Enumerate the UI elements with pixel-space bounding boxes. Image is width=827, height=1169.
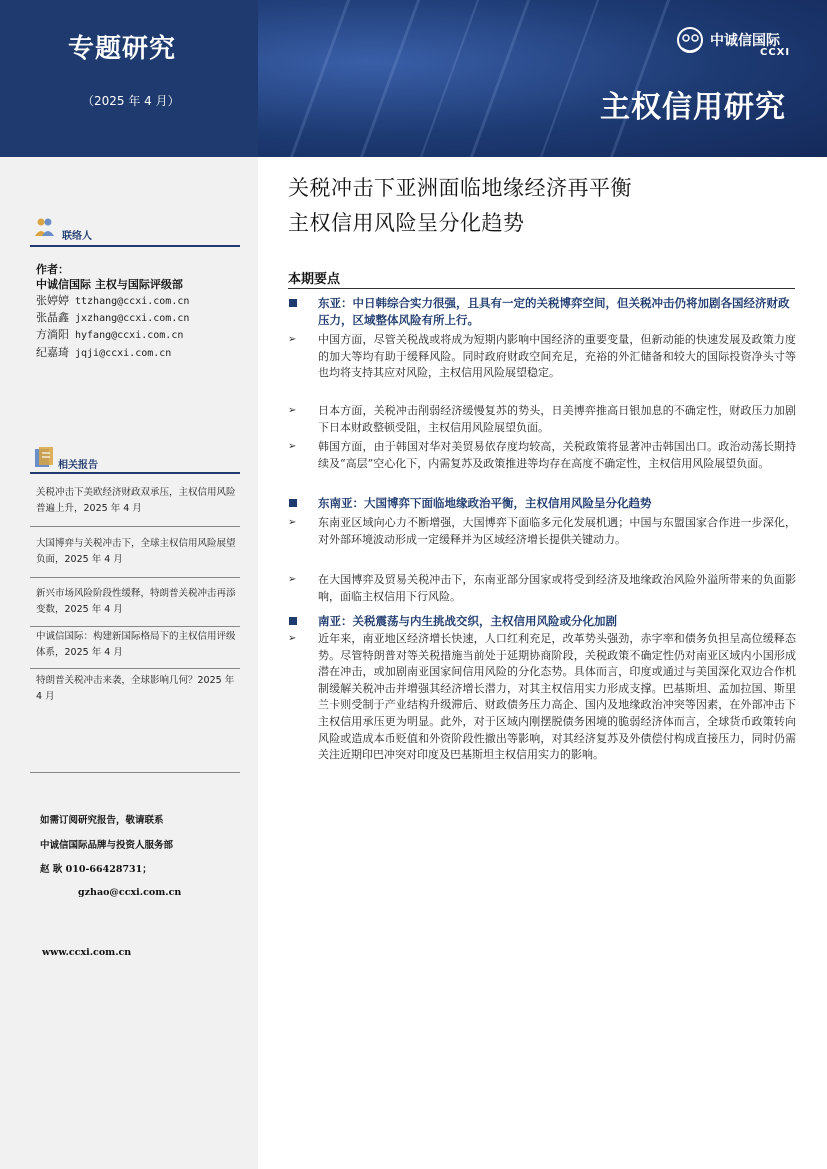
related-report-link[interactable]: 中诚信国际：构建新国际格局下的主权信用评级体系，2025 年 4 月 xyxy=(36,631,236,658)
section-heading-south-asia: 南亚：关税震荡与内生挑战交织，主权信用风险或分化加剧 xyxy=(318,614,617,628)
author-block xyxy=(36,262,183,292)
author-row: 张晶鑫 jxzhang@ccxi.com.cn xyxy=(36,311,190,324)
report-type: 主权信用研究 xyxy=(600,90,786,125)
paragraph: 东南亚区域向心力不断增强，大国博弈下面临多元化发展机遇；中国与东盟国家合作进一步深化，对外部环境波动形成一定缓释并为区域经济增长提供关键动力。 xyxy=(318,516,796,546)
paragraph: 在大国博弈及贸易关税冲击下，东南亚部分国家或将受到经济及地缘政治风险外溢所带来的负面影响，面临主权信用下行风险。 xyxy=(318,573,796,603)
header-left-panel xyxy=(0,0,258,157)
related-report-link[interactable]: 大国博弈与关税冲击下，全球主权信用风险展望负面，2025 年 4 月 xyxy=(36,538,236,565)
contacts-label: 联络人 xyxy=(62,231,92,242)
header-title: 专题研究 xyxy=(68,34,177,64)
contact-person: 赵 耿 010-66428731； xyxy=(40,864,152,875)
related-report-link[interactable]: 新兴市场风险阶段性缓释，特朗普关税冲击再添变数，2025 年 4 月 xyxy=(36,588,236,615)
square-bullet-icon xyxy=(289,617,297,625)
related-divider xyxy=(30,472,240,474)
author-row: 纪嘉琦 jqji@ccxi.com.cn xyxy=(36,346,172,359)
square-bullet-icon xyxy=(289,499,297,507)
contacts-icon xyxy=(34,216,54,238)
author-row: 张婷婷 ttzhang@ccxi.com.cn xyxy=(36,294,190,307)
arrow-bullet-icon: ➢ xyxy=(288,633,297,644)
arrow-bullet-icon: ➢ xyxy=(288,517,297,528)
related-reports-icon xyxy=(34,447,54,469)
author-row: 方淌阳 hyfang@ccxi.com.cn xyxy=(36,328,184,341)
logo-en: CCXI xyxy=(760,47,791,58)
header-date: （2025 年 4 月） xyxy=(82,94,180,108)
subscribe-text: 如需订阅研究报告，敬请联系 xyxy=(40,815,164,826)
doc-title-line2: 主权信用风险呈分化趋势 xyxy=(288,211,525,235)
service-dept: 中诚信国际品牌与投资人服务部 xyxy=(40,840,174,851)
contact-email[interactable]: gzhao@ccxi.com.cn xyxy=(78,887,182,898)
author-label: 作者： xyxy=(36,263,69,276)
paragraph: 近年来，南亚地区经济增长快速，人口红利充足，改革势头强劲，赤字率和债务负担呈高位缓释态势。尽管特朗普对等关税措施当前处于延期协商阶段，关税政策不确定性仍对南亚区域内小国形成潜在冲击，或加剧南亚国家间信用风险的分化态势。具体而言，印度或通过与美国深化双边合作机制缓解关税冲击并增强其经济增长潜力，对其主权信用实力形成支撑。巴基斯坦、孟加拉国、斯里兰卡则受制于产业结构升级滞后、财政债务压力高企、国内及地缘政治冲突等因素，在外部冲击下主权信用承压更为明显。此外，对于区域内刚摆脱债务困境的脆弱经济体而言，全球货币政策转向风险或造成本币贬值和外资阶段性撤出等影响，对其经济复苏及外债偿付构成直接压力，同时仍需关注近期印巴冲突对印度及巴基斯坦主权信用实力的影响。 xyxy=(318,632,796,762)
arrow-bullet-icon: ➢ xyxy=(288,441,297,452)
paragraph: 韩国方面，由于韩国对华对美贸易依存度均较高，关税政策将显著冲击韩国出口。政治动荡长期持续及“高层”空心化下，内需复苏及政策推进等均存在高度不确定性，主权信用风险展望负面。 xyxy=(318,440,796,470)
logo-cn: 中诚信国际 xyxy=(710,33,780,49)
website-link[interactable]: www.ccxi.com.cn xyxy=(42,947,132,958)
related-reports-label: 相关报告 xyxy=(58,460,98,471)
contacts-divider xyxy=(30,245,240,247)
highlights-title: 本期要点 xyxy=(288,272,341,287)
author-dept: 中诚信国际 主权与国际评级部 xyxy=(36,278,183,291)
arrow-bullet-icon: ➢ xyxy=(288,574,297,585)
related-report-link[interactable]: 关税冲击下美欧经济财政双承压，主权信用风险普遍上升，2025 年 4 月 xyxy=(36,487,236,514)
arrow-bullet-icon: ➢ xyxy=(288,405,297,416)
square-bullet-icon xyxy=(289,299,297,307)
paragraph: 中国方面，尽管关税战或将成为短期内影响中国经济的重要变量，但新动能的快速发展及政策力度的加大等均有助于缓释风险。同时政府财政空间充足，充裕的外汇储备和较大的国际投资净头寸等也均将支持其应对风险，主权信用风险展望稳定。 xyxy=(318,333,796,380)
paragraph: 日本方面，关税冲击削弱经济缓慢复苏的势头，日美博弈推高日银加息的不确定性，财政压力加剧下日本财政整顿受阻，主权信用风险展望负面。 xyxy=(318,404,796,434)
section-heading-east-asia: 东亚：中日韩综合实力很强，且具有一定的关税博弈空间，但关税冲击仍将加剧各国经济财政压力，区域整体风险有所上行。 xyxy=(318,296,790,327)
related-report-link[interactable]: 特朗普关税冲击来袭，全球影响几何？2025 年 4 月 xyxy=(36,675,235,702)
highlights-divider xyxy=(288,288,795,289)
arrow-bullet-icon: ➢ xyxy=(288,334,297,345)
doc-title-line1: 关税冲击下亚洲面临地缘经济再平衡 xyxy=(288,176,632,200)
section-heading-southeast-asia: 东南亚：大国博弈下面临地缘政治平衡，主权信用风险呈分化趋势 xyxy=(318,496,652,510)
